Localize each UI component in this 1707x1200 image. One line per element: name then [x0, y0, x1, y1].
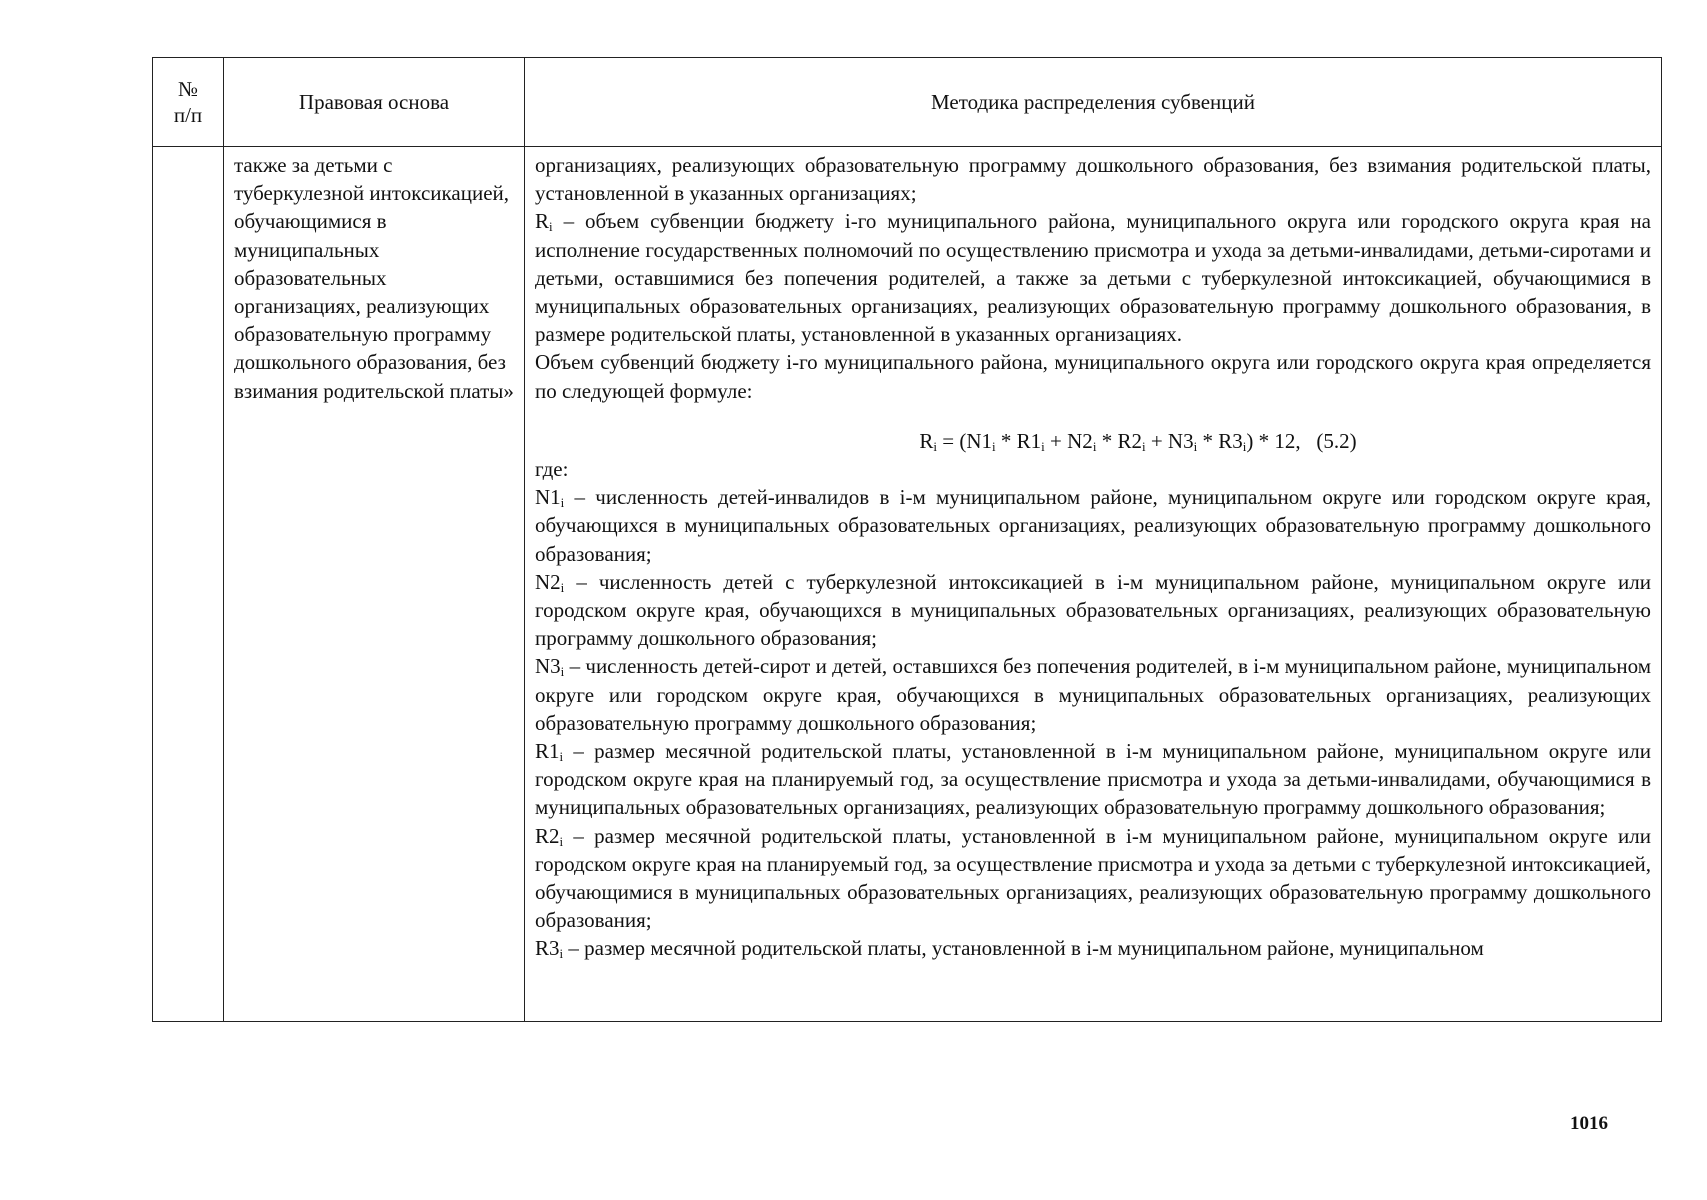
header-number-abbrev: п/п [173, 103, 203, 127]
ri-definition-text: – объем субвенции бюджету i-го муниципального района, муниципального округа или городского округа края на исполнение государственных полномочий по осуществлению присмотра и ухода за детьми-инвалидами, детьми-сиротами и детьми, оставшимися без попечения родителей, а также за детьми с туберкулезной интоксикацией, обучающимися в муниципальных образовательных организациях, реализующих образовательную программу дошкольного образования, в размере родительской платы, установленной в указанных организациях. [535, 209, 1651, 347]
subscript-i: i [549, 219, 553, 235]
header-methodology: Методика распределения субвенций [525, 58, 1662, 147]
definition-subscript: i [559, 833, 564, 849]
definition-text: – размер месячной родительской платы, установленной в i-м муниципальном районе, муниципальном округе или городском округе края на планируемый год, за осуществление присмотра и ухода за детьми-инвалидами, обучающимися в муниципальных образовательных организациях, реализующих образовательную программу дошкольного образования; [535, 739, 1651, 820]
formula-sub: i [933, 438, 938, 454]
formula-5-2 [535, 427, 1651, 455]
formula-lhs: R [919, 428, 934, 453]
definition-symbol: N1 [535, 485, 561, 510]
definition-text: – численность детей-сирот и детей, оставшихся без попечения родителей, в i-м муниципальном районе, муниципальном округе или городском округе края, обучающихся в муниципальных образовательных организациях, реализующих образовательную программу дошкольного образования; [535, 654, 1651, 735]
table-header-row [153, 58, 1662, 147]
formula-part: ) * 12, [1246, 428, 1301, 453]
definition-symbol: N2 [535, 569, 561, 594]
definition-text: – размер месячной родительской платы, установленной в i-м муниципальном районе, муниципальном [563, 936, 1484, 961]
number-cell [153, 147, 224, 1022]
formula-part: + N3 [1145, 428, 1194, 453]
formula-sub: i [1193, 438, 1198, 454]
formula-sub: i [1141, 438, 1146, 454]
definition-symbol: N3 [535, 654, 561, 679]
definition-r1 [535, 737, 1651, 822]
formula-part: + N2 [1044, 428, 1093, 453]
table-row [153, 147, 1662, 1022]
header-number-symbol: № [177, 77, 199, 101]
formula-sub: i [1041, 438, 1045, 454]
definition-subscript: i [559, 749, 564, 765]
formula-sub: i [1092, 438, 1097, 454]
methodology-cell [525, 147, 1662, 1022]
formula-part: * R3 [1197, 428, 1243, 453]
definition-n2 [535, 568, 1651, 653]
header-number [153, 58, 224, 147]
definition-n3 [535, 652, 1651, 737]
definition-r3 [535, 934, 1651, 962]
definition-text: – размер месячной родительской платы, установленной в i-м муниципальном районе, муниципальном округе или городском округе края на планируемый год, за осуществление присмотра и ухода за детьми с туберкулезной интоксикацией, обучающимися в муниципальных образовательных организациях, реализующих образовательную программу дошкольного образования; [535, 823, 1651, 933]
methodology-paragraph-formula-intro: Объем субвенций бюджету i-го муниципального района, муниципального округа или городского округа края определяется по следующей формуле: [535, 350, 1651, 403]
definition-n1 [535, 483, 1651, 568]
formula-part: * R1 [995, 428, 1042, 453]
definition-text: – численность детей с туберкулезной интоксикацией в i-м муниципальном районе, муниципальном округе или городском округе края, обучающихся в муниципальных образовательных организациях, реализующих образовательную программу дошкольного образования; [535, 569, 1651, 651]
formula-sub: i [992, 438, 996, 454]
formula-part: * R2 [1096, 428, 1142, 453]
methodology-paragraph-continuation: организациях, реализующих образовательную программу дошкольного образования, без взимания родительской платы, установленной в указанных организациях; [535, 153, 1651, 206]
definition-symbol: R1 [535, 739, 560, 764]
legal-basis-text: также за детьми с туберкулезной интоксикацией, обучающимися в муниципальных образовательных организациях, реализующих образовательную программу дошкольного образования, без взимания родительской платы» [234, 153, 514, 403]
definition-symbol: R3 [535, 936, 560, 961]
formula-number: (5.2) [1316, 428, 1357, 453]
definition-text: – численность детей-инвалидов в i-м муниципальном районе, муниципальном округе или городском округе края, обучающихся в муниципальных образовательных организациях, реализующих образовательную программу дошкольного образования; [535, 485, 1651, 566]
subvention-table [152, 57, 1662, 1022]
definition-r2 [535, 822, 1651, 935]
methodology-paragraph-ri-definition [535, 207, 1651, 348]
definition-subscript: i [560, 495, 565, 511]
header-legal-basis: Правовая основа [224, 58, 525, 147]
where-label: где: [535, 457, 569, 482]
symbol-r: R [535, 209, 550, 234]
formula-part: = (N1 [937, 428, 993, 453]
definition-symbol: R2 [535, 823, 560, 848]
page-number: 1016 [1570, 1113, 1608, 1134]
legal-basis-cell [224, 147, 525, 1022]
definition-subscript: i [560, 664, 565, 680]
definition-subscript: i [559, 946, 564, 962]
definition-subscript: i [560, 579, 565, 595]
formula-sub: i [1242, 438, 1247, 454]
